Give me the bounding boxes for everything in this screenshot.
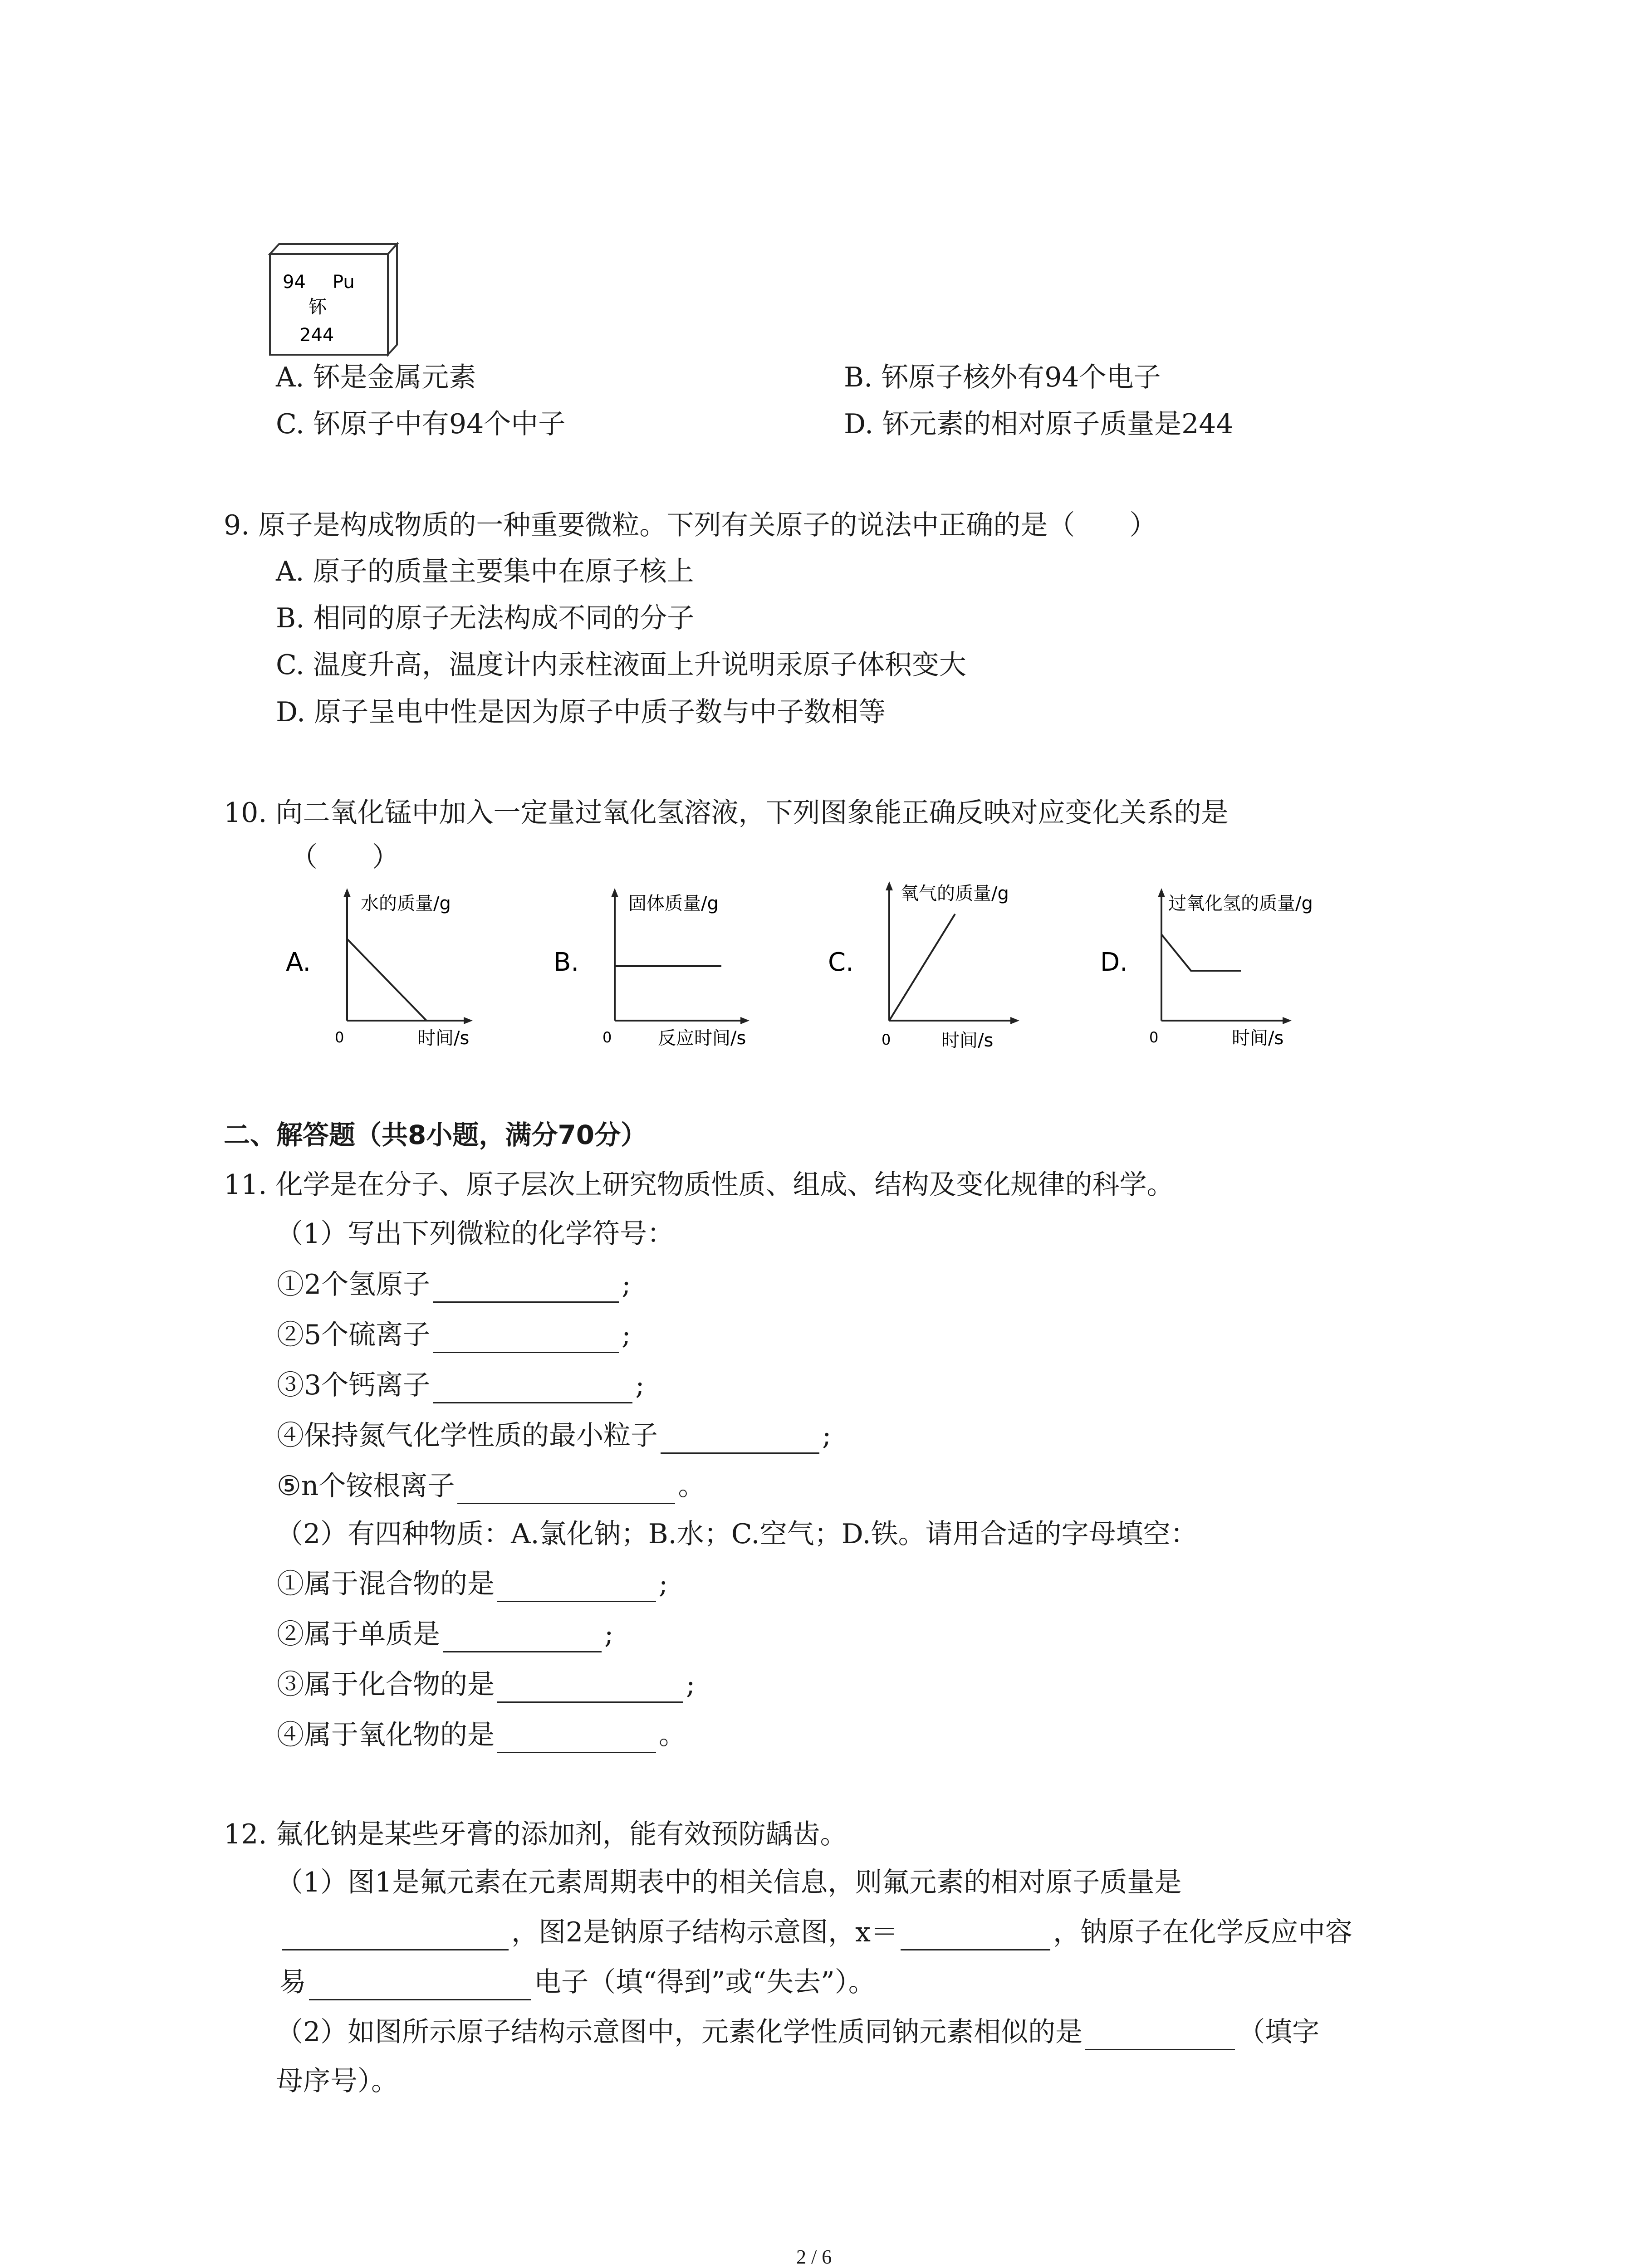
element-number: 94 [283,272,306,293]
graph-b-origin: 0 [603,1029,612,1046]
element-name: 钚 [309,297,327,318]
q11-p2-blank1[interactable] [497,1573,656,1602]
q8-option-a: A. 钚是金属元素 [276,362,476,393]
q11-p1-item2: ②5个硫离子 [277,1319,431,1351]
q11-p2-blank3[interactable] [497,1673,683,1703]
q8-option-d: D. 钚元素的相对原子质量是244 [844,408,1234,440]
q9-option-c: C. 温度升高，温度计内汞柱液面上升说明汞原子体积变大 [276,649,966,681]
q11-p2-row2 [277,1616,613,1652]
q11-p1-blank4[interactable] [661,1424,819,1454]
graph-a-letter: A. [286,948,311,977]
q10-graph-b [549,880,767,1054]
q10-paren: （ ） [290,841,399,873]
q11-p2-blank4[interactable] [497,1724,656,1753]
q12-blank-mass[interactable] [282,1921,509,1950]
q9-stem: 9. 原子是构成物质的一种重要微粒。下列有关原子的说法中正确的是（ ） [224,509,1157,541]
q11-p2-row4 [277,1717,686,1753]
q11-p1-end4: ; [822,1420,832,1452]
q12-line4a: （2）如图所示原子结构示意图中，元素化学性质同钠元素相似的是 [276,2016,1083,2048]
q12-blank-similar[interactable] [1085,2021,1235,2050]
graph-c-ylabel: 氧气的质量/g [901,883,1009,904]
q11-p1-row2 [277,1317,631,1353]
q12-line2 [279,1914,1352,1950]
q11-p2-end2: ; [604,1618,614,1650]
q12-line3a: 易 [279,1966,306,1998]
graph-d-xlabel: 时间/s [1232,1028,1284,1049]
q11-p2-end4: 。 [659,1719,686,1751]
q11-p1-row3 [277,1367,644,1403]
graph-a-origin: 0 [335,1029,344,1046]
graph-d-origin: 0 [1149,1029,1159,1046]
q11-p1-blank3[interactable] [433,1374,632,1403]
q8-option-c: C. 钚原子中有94个中子 [276,408,566,440]
q11-p2-item1: ①属于混合物的是 [277,1568,495,1600]
q12-line3b: 电子（填“得到”或“失去”）。 [534,1966,876,1998]
q11-p1-item3: ③3个钙离子 [277,1369,431,1401]
q12-line4b: （填字 [1238,2016,1320,2048]
q9-option-d: D. 原子呈电中性是因为原子中质子数与中子数相等 [276,696,886,728]
q11-p2-item4: ④属于氧化物的是 [277,1719,495,1751]
q11-part1: （1）写出下列微粒的化学符号： [276,1218,675,1250]
graph-a-curve [347,939,426,1021]
graph-c-origin: 0 [882,1031,891,1048]
q11-p2-end3: ; [686,1669,696,1701]
q12-line2b: ，钠原子在化学反应中容 [1053,1916,1353,1948]
q11-p1-end2: ; [622,1319,631,1351]
q11-p1-item1: ①2个氢原子 [277,1269,431,1300]
element-symbol: Pu [333,272,355,293]
q11-p2-item2: ②属于单质是 [277,1618,440,1650]
graph-b-ylabel: 固体质量/g [628,893,719,914]
graph-c-xlabel: 时间/s [941,1030,994,1051]
element-box-figure [252,240,406,363]
graph-d-letter: D. [1100,948,1128,977]
element-mass: 244 [299,325,334,346]
q11-p1-blank1[interactable] [433,1273,619,1303]
q11-p2-end1: ; [659,1568,668,1600]
q12-stem: 12. 氟化钠是某些牙膏的添加剂，能有效预防龋齿。 [224,1818,847,1850]
q12-blank-x[interactable] [901,1921,1050,1950]
q11-p1-blank2[interactable] [433,1324,619,1353]
graph-b-xlabel: 反应时间/s [658,1028,746,1049]
q12-line3 [279,1964,876,2000]
section2-title: 二、解答题（共8小题，满分70分） [224,1119,647,1150]
graph-a-ylabel: 水的质量/g [361,893,451,914]
q11-p1-blank5[interactable] [457,1475,675,1504]
q11-p1-end5: 。 [678,1470,705,1502]
q12-line2a: ，图2是钠原子结构示意图，x＝ [511,1916,898,1948]
graph-c-letter: C. [828,948,854,977]
q11-p1-end3: ; [635,1369,645,1401]
q12-line5: 母序号）。 [276,2065,398,2097]
q10-graph-c [823,873,1041,1056]
q11-p1-row4 [277,1418,831,1454]
q12-blank-electron[interactable] [309,1971,531,2000]
q11-part2: （2）有四种物质：A.氯化钠；B.水；C.空气；D.铁。请用合适的字母填空： [276,1518,1198,1550]
graph-c-curve [889,914,955,1021]
q11-p2-blank2[interactable] [443,1623,602,1652]
q12-line1: （1）图1是氟元素在元素周期表中的相关信息，则氟元素的相对原子质量是 [276,1867,1182,1898]
graph-d-curve [1161,934,1241,971]
q11-p1-item4: ④保持氮气化学性质的最小粒子 [277,1420,658,1452]
q10-graph-a [281,880,499,1054]
q11-p1-end1: ; [622,1269,631,1300]
q9-option-b: B. 相同的原子无法构成不同的分子 [276,602,695,634]
q11-p2-row1 [277,1566,668,1602]
graph-a-xlabel: 时间/s [417,1028,470,1049]
q11-stem: 11. 化学是在分子、原子层次上研究物质性质、组成、结构及变化规律的科学。 [224,1169,1174,1201]
q11-p2-row3 [277,1667,695,1703]
element-box [252,240,406,365]
graph-b-letter: B. [554,948,579,977]
q11-p1-item5: ⑤n个铵根离子 [277,1470,455,1502]
page-number: 2 / 6 [796,2246,832,2268]
q10-graph-d [1096,880,1341,1054]
q11-p1-row1 [277,1266,631,1303]
q12-line4 [276,2014,1319,2050]
q11-p2-item3: ③属于化合物的是 [277,1669,495,1701]
q11-p1-row5 [277,1468,705,1504]
q9-option-a: A. 原子的质量主要集中在原子核上 [276,556,694,587]
q8-option-b: B. 钚原子核外有94个电子 [844,362,1161,393]
q10-stem: 10. 向二氧化锰中加入一定量过氧化氢溶液，下列图象能正确反映对应变化关系的是 [224,797,1229,829]
graph-d-ylabel: 过氧化氢的质量/g [1168,893,1313,914]
